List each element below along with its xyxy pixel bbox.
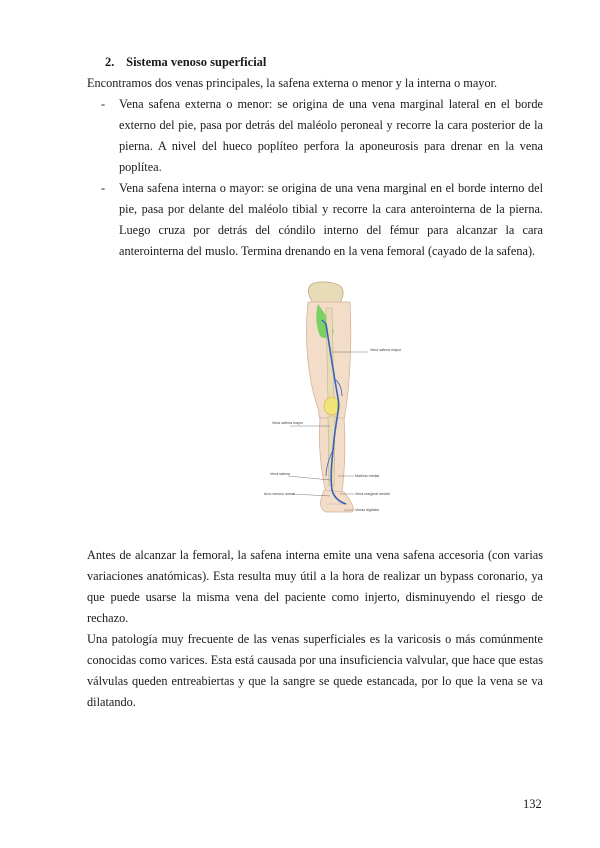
label-right-top: Vena safena mayor — [370, 348, 401, 352]
bullet-text: Vena safena interna o mayor: se origina de una vena marginal en el borde interno del pie, pasa por delante del maléolo tibial y recorre la cara anterointerna de la pierna. Luego cruza por detrás del cóndilo interno del fémur para alcanzar la cara anterointerna del muslo. Termina drenando en la vena femoral (cayado de la safena). — [119, 181, 543, 258]
leg-veins-illustration — [260, 280, 410, 520]
section-number: 2. — [105, 55, 115, 69]
intro-paragraph: Encontramos dos venas principales, la safena externa o menor y la interna o mayor. — [87, 76, 498, 90]
bullet-text: Vena safena externa o menor: se origina de una vena marginal lateral en el borde externo del pie, pasa por detrás del maléolo peroneal y recorre la cara posterior de la pierna. A nivel del hueco poplíteo perfora la aponeurosis para drenar en la vena poplítea. — [119, 97, 543, 174]
bullet-dash: - — [101, 97, 106, 111]
bullet-item — [87, 178, 543, 262]
body-paragraph: Una patología muy frecuente de las venas superficiales es la varicosis o más comúnmente conocidas como varices. Esta está causada por una insuficiencia valvular, que hace que estas válvulas queden entreabiertas y que la sangre se quede estancada, por lo que la vena se va dilatando. — [87, 632, 543, 709]
label-right-low1: Maléolo medial — [355, 474, 380, 478]
label-right-low2: Vena marginal medial — [355, 492, 390, 496]
section-title: Sistema venoso superficial — [126, 55, 267, 69]
section-heading — [105, 55, 266, 70]
body-paragraph: Antes de alcanzar la femoral, la safena interna emite una vena safena accesoria (con varias variaciones anatómicas). Esta resulta muy útil a la hora de realizar un bypass coronario, ya que puede usarse la misma vena del paciente como injerto, disminuyendo el riesgo de rechazo. — [87, 548, 543, 625]
label-left-low2: Arco venoso dorsal — [264, 492, 295, 496]
label-left-low1: Vena safena — [270, 472, 290, 476]
label-right-low3: Venas digitales — [355, 508, 380, 512]
bullet-dash: - — [101, 181, 106, 195]
page-number: 132 — [523, 797, 542, 811]
bullet-item — [87, 94, 543, 178]
label-left-mid: Vena safena mayor — [272, 421, 303, 425]
